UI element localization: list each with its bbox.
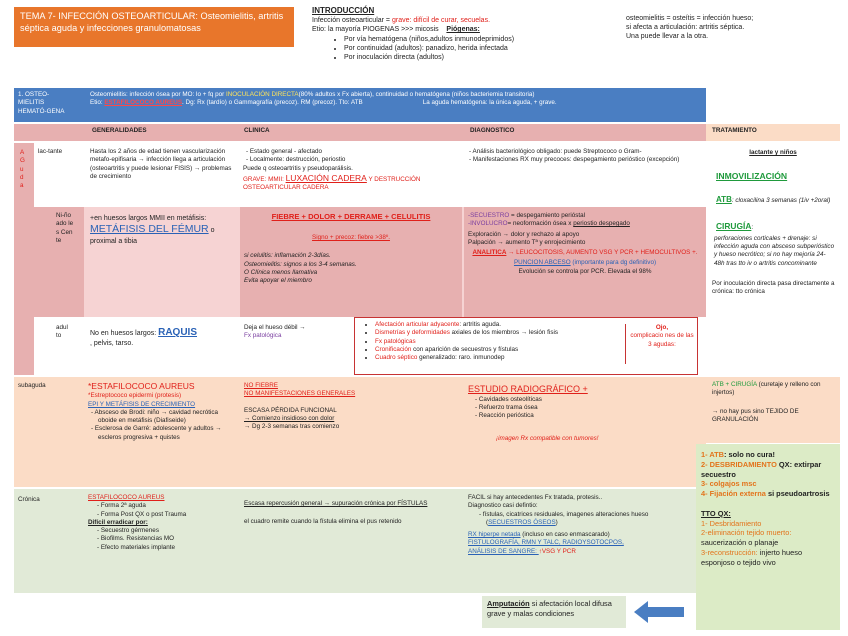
adulto-gen-rest: , pelvis, tarso. <box>90 340 134 347</box>
title-box <box>14 7 294 47</box>
amputacion-label: Amputación <box>487 599 530 608</box>
complicaciones-box <box>354 317 698 375</box>
cronica-paren: ) <box>555 518 558 526</box>
gb-colgajos: 3- colgajos msc <box>701 479 757 489</box>
cronica-rx: RX hiperpe netada <box>468 531 521 539</box>
subaguda-generalidades <box>88 381 238 442</box>
gb-step1: 1- Desbridamiento <box>701 518 762 528</box>
nino-fiebre-dolor: FIEBRE + DOLOR + DERRAME + CELULITIS <box>271 212 431 221</box>
lactante-generalidades: Hasta los 2 años de edad tienen vascularización metafo-epifisaria → infección llega a articulación (osteoartritis y puede lesionar FISIS) → problemas de crecimiento <box>90 148 232 180</box>
tratamiento-atb: ATB <box>716 195 732 205</box>
subaguda-perdida-funcional: ESCASA PÉRDIDA FUNCIONAL <box>244 406 337 414</box>
lactante-cli-item: Puede q osteoartritis y pseudoparálisis. <box>243 164 353 172</box>
gb-step2: 2-eliminación tejido muerto: <box>701 528 792 538</box>
nino-clinica <box>244 212 458 286</box>
tratamiento-atb-def: : cloxacilina 3 semanas (1iv +2oral) <box>731 197 831 205</box>
banner-dg: . Dg: Rx (tardío) o Gammagrafía (precoz). RM (precoz). Tto: ATB <box>182 99 363 107</box>
lactante-clinica <box>243 148 455 192</box>
intro-line1: Infección osteoarticular = <box>312 17 392 25</box>
subaguda-estudio-radiografico: ESTUDIO RADIOGRÁFICO + <box>468 384 588 394</box>
complicacion-item-def: : artritis aguda. <box>459 321 502 328</box>
right-note-line: si afecta a articulación: artritis séptica. <box>626 24 745 32</box>
complicacion-item: Dismetrías y deformidades <box>375 329 450 337</box>
aguda-label: A G u d a <box>20 149 25 190</box>
lactante-label: lac-tante <box>38 148 63 155</box>
subaguda-atb-cirugia: ATB + CIRUGÍA <box>712 381 757 388</box>
tratamiento-cirugia-colon: : <box>751 223 754 231</box>
arrow-left-icon <box>632 599 686 625</box>
subaguda-clinica: NO FIEBRE NO MANIFESTACIONES GENERALES ESCASA PÉRDIDA FUNCIONAL → Comienzo insidioso con dolor → Dg 2-3 semanas tras comienzo <box>244 382 458 431</box>
gb-tto-qx: TTO QX: <box>701 508 731 518</box>
gb-desbridamiento: 2- DESBRIDAMIENTO <box>701 459 777 469</box>
subaguda-no-manifestaciones: NO MANIFESTACIONES GENERALES <box>244 390 356 398</box>
cronica-diagnostico-def: Diagnostico casi defintio: <box>468 502 538 510</box>
subaguda-estafilococo: *ESTAFILOCOCO AUREUS <box>88 381 195 391</box>
banner-label: 1. OSTEO-MIELITIS HEMATÓ-GENA <box>18 91 65 115</box>
aguda-label-cell <box>14 143 34 375</box>
adulto-fx-patologica: Fx patológica <box>244 332 282 340</box>
banner-inoculacion: INOCULACIÓN DIRECTA <box>225 91 299 98</box>
tratamiento-cirugia-def: perforaciones corticales + drenaje: si infección aguda con absceso subperióstico y hueso necrótico; si no hay mejoría 24-48h tras tto iv o artritis concominante <box>714 234 835 267</box>
header-clinica: CLINICA <box>244 127 270 134</box>
gb-step3: 3-reconstrucción: <box>701 547 758 557</box>
lactante-luxacion: LUXACIÓN CADERA <box>285 172 367 183</box>
nino-analitica: ANALITICA <box>472 249 507 257</box>
subaguda-granulacion: → no hay pus sino TEJIDO DE GRANULACIÓN <box>712 407 799 423</box>
complicacion-item: Cuadro séptico <box>375 354 418 362</box>
nino-diagnostico <box>468 212 702 276</box>
complicaciones-ojo-text: complicacio nes de las 3 agudas: <box>630 332 694 348</box>
adulto-raquis: RAQUIS <box>158 327 198 338</box>
cronica-repercusion: Escasa repercusión general → supuración crónica por <box>244 500 398 507</box>
cronica-gen-item: - Efecto materiales implante <box>104 544 238 552</box>
gb-fijacion-def: si pseudoartrosis <box>765 489 830 499</box>
adulto-gen: No en huesos largos: <box>90 330 159 337</box>
complicacion-item: Afectación articular adyacente <box>375 321 460 328</box>
cronica-estafilococo: ESTAFILOCOCO AUREUS <box>88 494 165 501</box>
cronica-fistulas: FÍSTULAS <box>397 500 428 507</box>
nino-evolucion: Evolución se controla por PCR. Elevada el 98% <box>518 267 652 275</box>
osteomielitis-banner <box>14 88 706 122</box>
amputacion-def: si afectación local difusa grave y malas condiciones <box>487 599 612 618</box>
subaguda-diagnostico <box>468 384 702 443</box>
header-diagnostico: DIAGNOSTICO <box>470 127 515 134</box>
tratamiento-cirugia: CIRUGÍA <box>716 220 752 231</box>
nino-periostio: periostio despegado <box>573 220 630 228</box>
banner-line1: Osteomielitis: infección ósea por MO: lo + fq por <box>90 91 226 98</box>
subaguda-label: subaguda <box>18 382 46 389</box>
cronica-rx-def: (incluso en caso enmascarado) <box>520 531 610 539</box>
cronica-gen-item: - Forma Post QX o post Trauma <box>104 511 238 519</box>
gb-desbridamiento-def: QX: extirpar secuestro <box>701 459 822 479</box>
lactante-grave: GRAVE: MMII: <box>243 175 286 183</box>
subaguda-garre: - Esclerosa de Garré: adolescente y adultos → escleros progresiva + quistes <box>98 425 238 442</box>
banner-estafilococo: ESTAFILOCOCO AUREUS <box>104 99 183 107</box>
subaguda-curetaje: (curetaje y relleno con injertos) <box>712 381 821 397</box>
subaguda-insidioso: Comienzo insidioso con dolor <box>252 414 335 422</box>
gb-step2-def: saucerización o planaje <box>701 538 779 548</box>
header-generalidades: GENERALIDADES <box>92 127 147 134</box>
intro-heading: INTRODUCCIÓN <box>312 6 375 15</box>
cronica-generalidades <box>88 494 238 552</box>
complicacion-item: Cronificación <box>375 345 412 353</box>
nino-secuestro: -SECUESTRO <box>468 212 510 219</box>
lactante-diagnostico <box>466 148 702 165</box>
cronica-secuestros: SECUESTROS ÓSEOS <box>488 518 556 526</box>
lactante-cli-item: - Localmente: destrucción, periostio <box>253 156 455 164</box>
gb-atb: 1- ATB <box>701 450 724 459</box>
nino-gen-line: +en huesos largos MMII en metáfisis: <box>90 215 207 222</box>
right-note <box>626 14 841 41</box>
intro-grave: grave: difícil de curar, secuelas. <box>391 17 491 25</box>
nino-palpacion: Palpación → aumento Tª y enrojecimiento <box>468 238 586 246</box>
nino-osteomielitis: Osteomielitis: signos a los 3-4 semanas. <box>244 260 357 268</box>
cronica-vsg-pcr: ↑VSG Y PCR <box>538 547 576 555</box>
nino-analitica-def: → LEUCOCITOSIS, AUMENTO VSG Y PCR + HEMOCULTIVOS +. <box>506 249 698 257</box>
gb-atb-def: : solo no cura! <box>724 450 775 459</box>
intro-section <box>312 6 612 62</box>
nino-involucro: -INVOLUCRO <box>468 220 508 228</box>
adulto-generalidades <box>90 326 240 348</box>
intro-bullet: • Por inoculación directa (adultos) <box>344 53 612 62</box>
subaguda-tratamiento <box>712 381 836 424</box>
banner-aguda: La aguda hematógena: la única aguda, + grave. <box>422 99 557 107</box>
adulto-clinica <box>244 324 354 341</box>
cronica-remite: el cuadro remite cuando la fístula elimina el pus retenido <box>244 518 402 526</box>
nino-puncion-def: (importante para dg definitivo) <box>570 259 657 267</box>
complicacion-item-def: axiales de los miembros → lesión fisis <box>449 329 559 337</box>
cronica-analisis: ANÁLISIS DE SANGRE: <box>468 547 539 555</box>
intro-bullet: • Por continuidad (adultos): panadizo, herida infectada <box>344 44 612 53</box>
cronica-facil: FACIL si hay antecedentes Fx tratada, protesis.. <box>468 494 603 501</box>
nino-metafisis: METÁFISIS DEL FÉMUR <box>90 223 209 236</box>
complicaciones-list <box>367 321 625 362</box>
subaguda-epi-metafisis: EPI Y METÁFISIS DE CRECIMIENTO <box>88 400 196 408</box>
lactante-destruccion: Y DESTRUCCIÓN OSTEOARTICULAR CADERA <box>243 175 421 192</box>
cronica-fistulas-cicatrices: fístulas, cicatrices residuales, imagenes alteraciones hueso ( <box>482 510 649 526</box>
nino-gen-rest: o proximal a tibia <box>90 227 215 245</box>
cronica-dificil: Difícil erradicar por: <box>88 518 148 526</box>
nino-generalidades <box>90 214 236 246</box>
complicaciones-ojo <box>625 324 696 364</box>
subaguda-dia-item: - Cavidades osteolíticas <box>482 396 702 404</box>
complicacion-item-def: generalizado: raro. inmunodep <box>417 354 505 362</box>
subaguda-tumores: ¡imagen Rx compatible con tumores! <box>496 434 599 442</box>
tratamiento-aguda-cell <box>706 143 840 375</box>
cronica-gen-item: - Forma 2ª aguda <box>104 502 238 510</box>
cronica-gen-item: - Biofilms. Resistencias MO <box>104 535 238 543</box>
tratamiento-lactante-ninos: lactante y niños <box>749 149 797 156</box>
lactante-dia-item: - Manifestaciones RX muy precoces: despegamiento perióstico (excepción) <box>476 156 702 164</box>
subaguda-dg-semanas: Dg 2-3 semanas tras comienzo <box>252 423 340 431</box>
subaguda-no-fiebre: NO FIEBRE <box>244 382 278 389</box>
adulto-hueso-debil: Deja el hueso débil → <box>244 324 306 331</box>
cronica-fistulografia: FISTULOGRAFÍA, RMN Y TALC, RADIOYSOTOCPOS, <box>468 539 624 547</box>
page-title: TEMA 7- INFECCIÓN OSTEOARTICULAR: Osteomielitis, artritis séptica aguda y infecciones granulomatosas <box>20 11 284 33</box>
tratamiento-inoculacion: Por inoculación directa pasa directamente a crónica: tto crónica <box>712 280 835 296</box>
nino-secuestro-def: = despegamiento perióstal <box>509 212 586 219</box>
intro-piogenas: Piógenas: <box>446 26 480 34</box>
cronica-diagnostico <box>468 494 694 556</box>
nino-involucro-def: = neoformación ósea x <box>507 220 574 228</box>
cronica-gen-item: - Secuestro gérmenes <box>104 527 238 535</box>
amputacion-box <box>482 596 626 628</box>
banner-line1-rest: (80% adultos x Fx abierta), continuidad o hematógena (niños bacteriemia transitoria) <box>298 91 535 98</box>
intro-etio: Etio: la mayoría PIOGENAS >>> micosis <box>312 26 439 34</box>
complicaciones-ojo-label: Ojo, <box>655 324 669 331</box>
complicacion-item-def: con aparición de secuestros y fístulas <box>411 345 519 353</box>
subaguda-brodi: - Absceso de Brodi: niño → cavidad necrótica oboide en metáfisis (Diafiseide) <box>98 409 238 426</box>
tratamiento-inmovilizacion: INMOVILIZACIÓN <box>716 171 788 182</box>
nino-exploracion: Exploración → dolor y rechazo al apoyo <box>468 230 580 238</box>
cronica-tratamiento-box <box>696 444 840 630</box>
lactante-cli-item: - Estado general - afectado <box>253 148 455 156</box>
header-row <box>14 124 706 141</box>
right-note-line: Una puede llevar a la otra. <box>626 33 709 41</box>
header-tratamiento: TRATAMIENTO <box>706 124 840 141</box>
subaguda-dia-item: - Reacción perióstica <box>482 412 702 420</box>
subaguda-dia-item: - Refuerzo trama ósea <box>482 404 702 412</box>
adulto-label: adul to <box>56 324 68 340</box>
gb-step3-def: injerto hueso esponjoso o tejido vivo <box>701 547 803 567</box>
nino-clinica-menos: O Clínica menos llamativa <box>244 268 318 276</box>
cronica-clinica <box>244 500 458 527</box>
intro-bullet: • Por vía hematógena (niños,adultos inmunodeprimidos) <box>344 35 612 44</box>
nino-label: Ni-ño ado les Cen te <box>56 212 74 244</box>
nino-puncion: PUNCION ABCESO <box>513 259 571 267</box>
nino-evita-apoyar: Evita apoyar el miembro <box>244 277 312 285</box>
right-note-line: osteomielitis = osteítis = infección hueso; <box>626 15 754 22</box>
complicacion-item: Fx patológicas <box>375 337 416 345</box>
subaguda-estreptococo: *Estreptococo epidermi (protesis) <box>88 392 182 400</box>
gb-fijacion: 4- Fijación externa <box>701 489 766 499</box>
lactante-dia-item: - Análisis bacteriológico obligado: puede Streptococo o Gram- <box>476 148 702 156</box>
nino-signo-precoz: Signo + precoz: fiebre >38º. <box>312 234 390 242</box>
banner-etio: Etio: <box>90 99 105 107</box>
nino-celulitis: si celulitis: inflamación 2-3días. <box>244 252 331 260</box>
cronica-label: Crónica <box>18 496 40 503</box>
